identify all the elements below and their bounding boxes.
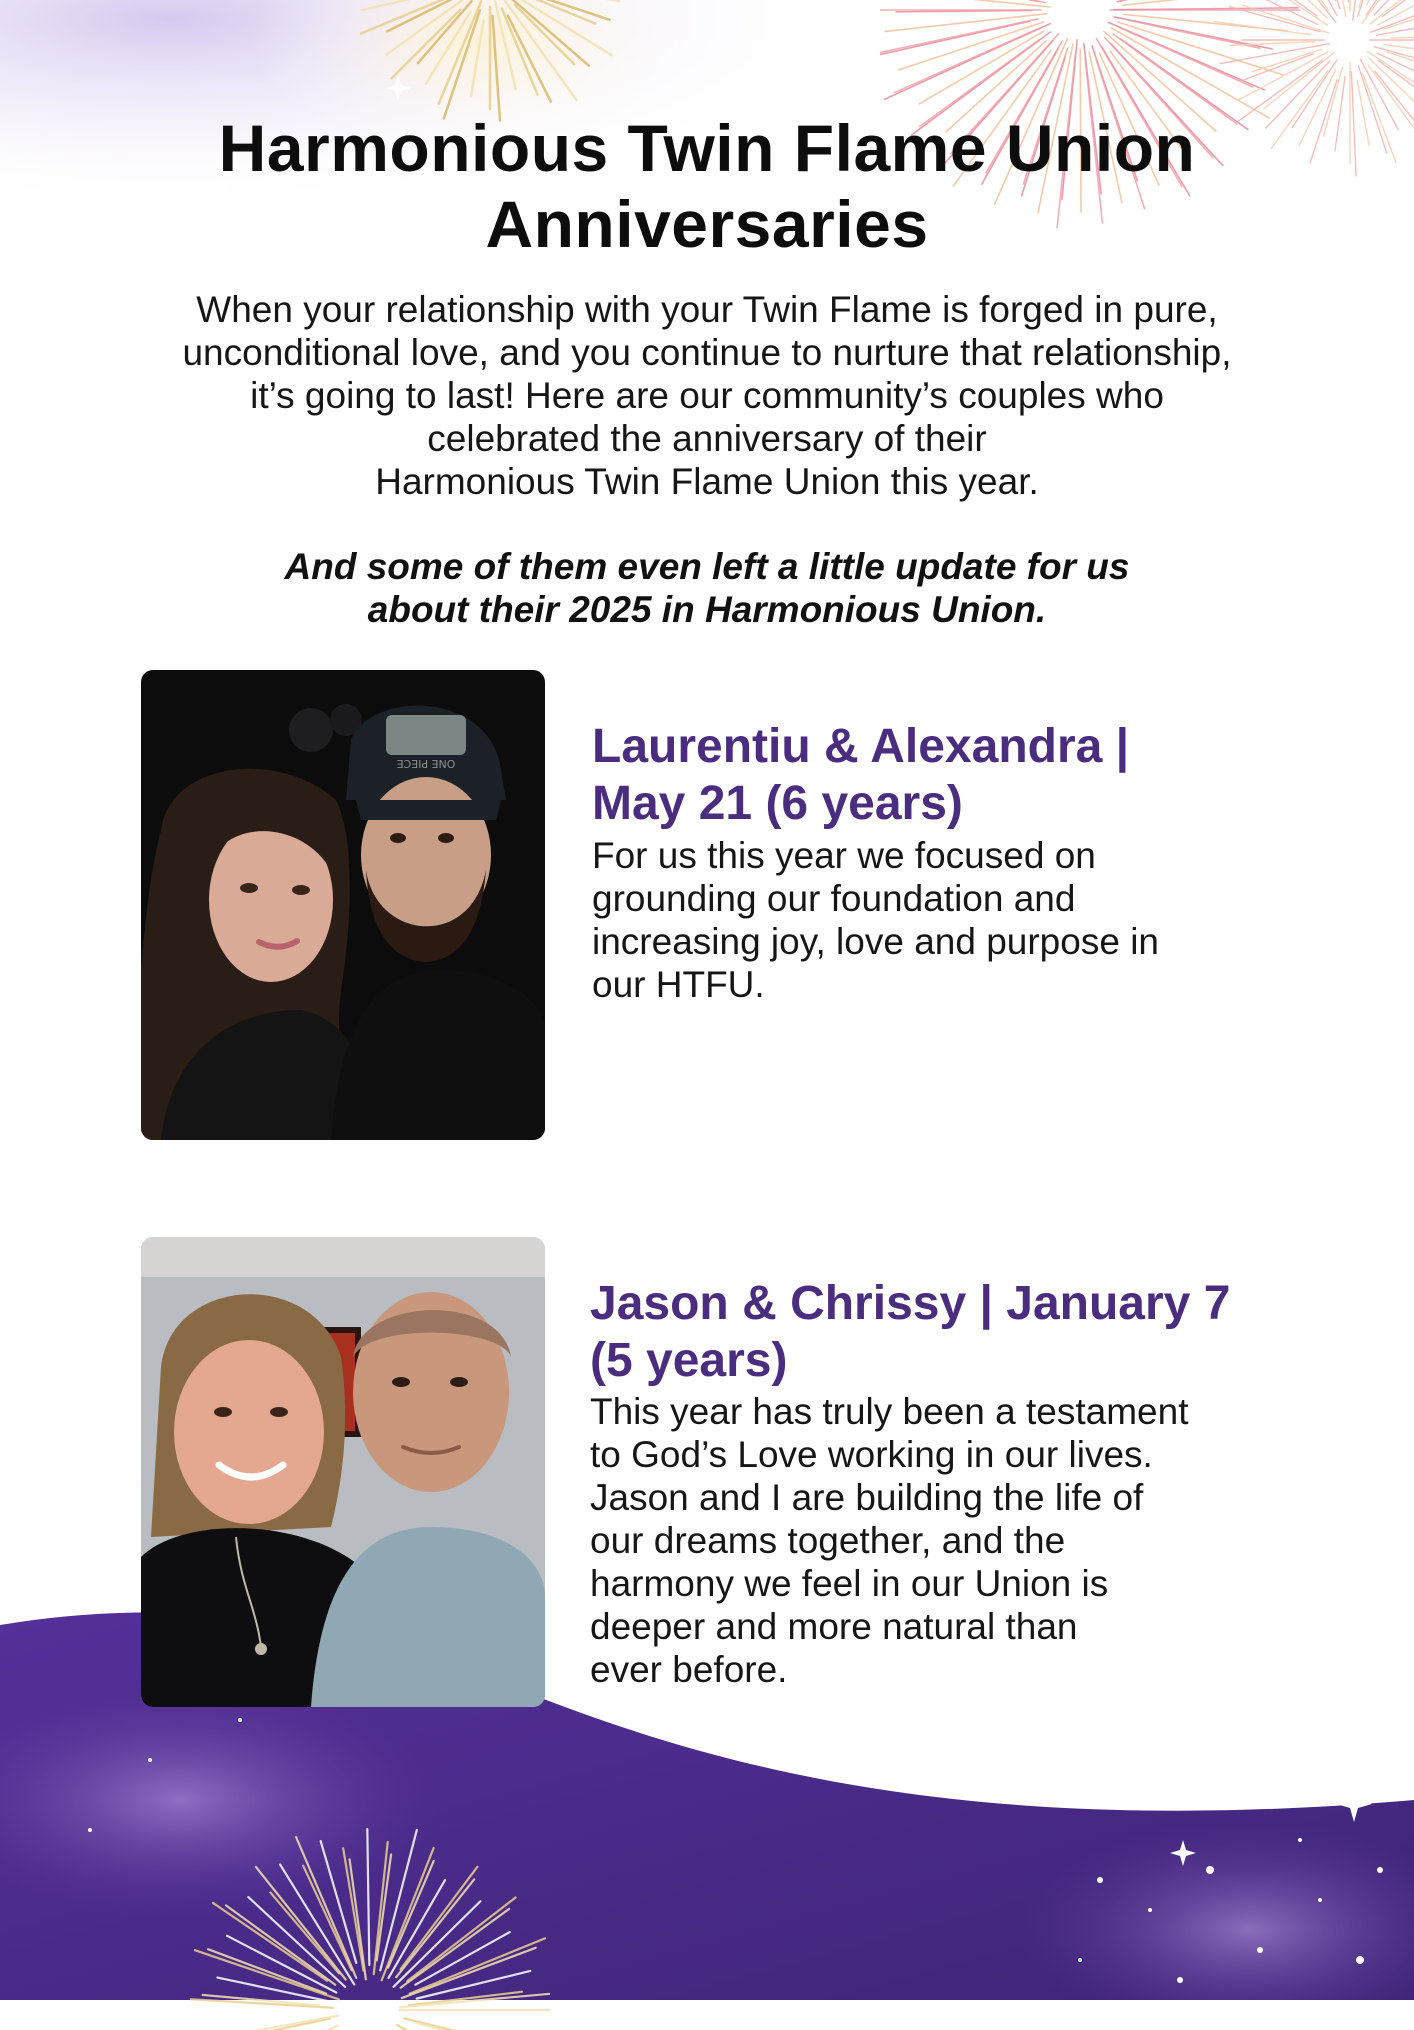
firework-ray (880, 0, 1050, 7)
firework-ray (350, 1859, 366, 1979)
firework-ray (1371, 0, 1414, 32)
firework-ray (1117, 0, 1288, 2)
couple-photo-laurentiu-alexandra (141, 670, 545, 1140)
couple-name-line: (5 years) (590, 1334, 788, 1387)
intro-line: Harmonious Twin Flame Union this year. (375, 461, 1039, 502)
firework-ray (493, 16, 500, 121)
couple-message-line: This year has truly been a testament (590, 1391, 1189, 1432)
intro-line: celebrated the anniversary of their (427, 418, 987, 459)
couple-message-line: increasing joy, love and purpose in (592, 921, 1159, 962)
firework-ray (895, 0, 1037, 1)
couple-message-line: For us this year we focused on (592, 835, 1096, 876)
firework-ray (1391, 34, 1414, 38)
couple-message-line: deeper and more natural than (590, 1606, 1078, 1647)
couple-message-line: Jason and I are building the life of (590, 1477, 1144, 1518)
firework-ray (367, 1829, 369, 1965)
firework-ray (321, 1841, 357, 1963)
couple-name-line: Laurentiu & Alexandra | (592, 720, 1130, 773)
couple-name-laurentiu-alexandra (592, 718, 1312, 832)
firework-ray (400, 1994, 550, 2008)
cap-logo-text: ONE PIECE (396, 757, 456, 770)
firework-burst-icon (190, 1810, 550, 2030)
couple-message-line: our HTFU. (592, 964, 765, 1005)
couple-photo-jason-chrissy (141, 1237, 545, 1707)
intro-line: unconditional love, and you continue to nurture that relationship, (182, 332, 1232, 373)
firework-ray (280, 1865, 354, 1985)
couple-message-line: our dreams together, and the (590, 1520, 1066, 1561)
firework-ray (1273, 0, 1326, 18)
tagline (150, 545, 1264, 631)
intro-line: it’s going to last! Here are our community’s couples who (250, 375, 1164, 416)
firework-ray (1266, 0, 1336, 22)
page-title (0, 110, 1414, 262)
firework-ray (1214, 22, 1310, 35)
intro-line: When your relationship with your Twin Flame is forged in pure, (196, 289, 1218, 330)
tagline-line: about their 2025 in Harmonious Union. (367, 589, 1047, 630)
firework-ray (880, 0, 1046, 3)
couple-message-line: grounding our foundation and (592, 878, 1076, 919)
couple-message-jason-chrissy (590, 1390, 1320, 1691)
firework-ray (1123, 0, 1268, 5)
couple-message-line: ever before. (590, 1649, 788, 1690)
couple-message-line: harmony we feel in our Union is (590, 1563, 1109, 1604)
couple-name-jason-chrissy (590, 1275, 1320, 1389)
couple-message-laurentiu-alexandra (592, 834, 1312, 1006)
couple-name-line: Jason & Chrissy | January 7 (590, 1277, 1231, 1330)
firework-ray (401, 1867, 478, 1969)
couple-name-line: May 21 (6 years) (592, 777, 963, 830)
page-title-line-2: Anniversaries (485, 187, 929, 261)
intro-paragraph (70, 288, 1344, 503)
firework-ray (516, 0, 612, 55)
couple-message-line: to God’s Love working in our lives. (590, 1434, 1153, 1475)
firework-ray (219, 2013, 324, 2019)
firework-ray (1128, 20, 1260, 48)
tagline-line: And some of them even left a little update for us (284, 546, 1130, 587)
firework-ray (1345, 0, 1348, 2)
page-title-line-1: Harmonious Twin Flame Union (218, 111, 1196, 185)
